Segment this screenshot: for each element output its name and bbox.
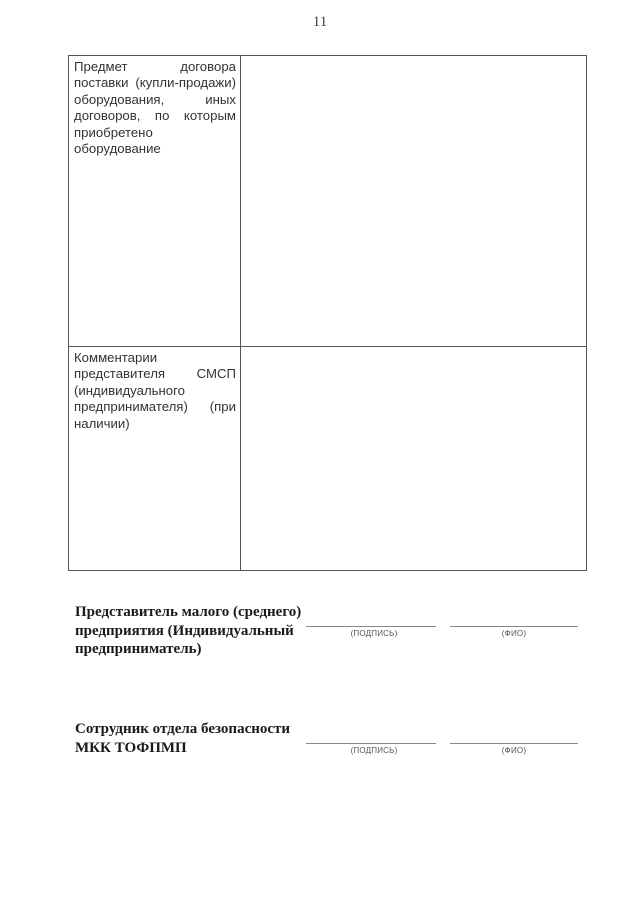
representative-name-caption: (ФИО)	[501, 629, 527, 638]
comments-label: Комментарии представителя СМСП (индивидуального предпринимателя) (при наличии)	[74, 350, 236, 431]
contract-subject-label-cell	[69, 56, 241, 347]
representative-name-line[interactable]	[450, 626, 578, 627]
equipment-contract-table	[68, 55, 587, 571]
security-officer-name-line[interactable]	[450, 743, 578, 744]
security-officer-signature-line[interactable]	[306, 743, 436, 744]
security-officer-signature-caption: (ПОДПИСЬ)	[350, 746, 398, 755]
contract-subject-value-cell[interactable]	[241, 56, 587, 347]
security-officer-name-caption: (ФИО)	[501, 746, 527, 755]
table-row	[69, 56, 587, 347]
representative-signature-line[interactable]	[306, 626, 436, 627]
security-officer-title: Сотрудник отдела безопасности МКК ТОФПМП	[75, 721, 291, 756]
page-number: 11	[312, 14, 328, 30]
table-row	[69, 347, 587, 571]
comments-value-cell[interactable]	[241, 347, 587, 571]
comments-label-cell	[69, 347, 241, 571]
representative-signature-caption: (ПОДПИСЬ)	[350, 629, 398, 638]
contract-subject-label: Предмет договора поставки (купли-продажи) оборудования, иных договоров, по которым приобретено оборудование	[74, 59, 236, 157]
representative-title: Представитель малого (среднего) предприятия (Индивидуальный предприниматель)	[75, 604, 302, 657]
